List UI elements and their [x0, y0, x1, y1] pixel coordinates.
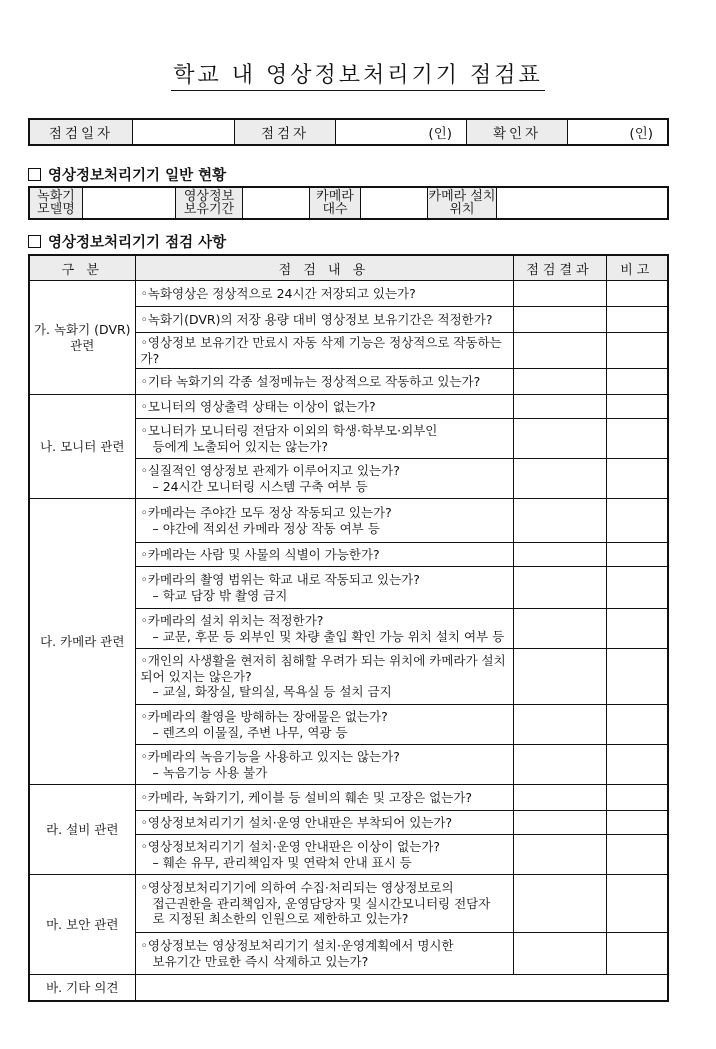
- check-item-line: ◦모니터가 모니터링 전담자 이외의 학생·학부모·외부인: [140, 423, 438, 438]
- recorder-model-label: 녹화기 모델명: [29, 187, 83, 219]
- check-item: [135, 419, 513, 459]
- square-bullet-icon: [28, 235, 41, 248]
- check-item-line: ◦실질적인 영상정보 관제가 이루어지고 있는가?: [140, 463, 400, 478]
- remarks-cell[interactable]: [606, 705, 668, 745]
- table-row: [29, 785, 668, 811]
- result-cell[interactable]: [513, 567, 606, 609]
- check-item-line: ◦녹화기(DVR)의 저장 용량 대비 영상정보 보유기간은 적정한가?: [140, 311, 493, 327]
- check-item: [135, 649, 513, 705]
- result-cell[interactable]: [513, 499, 606, 543]
- category-cell: 나. 모니터 관련: [29, 395, 135, 499]
- remarks-cell[interactable]: [606, 567, 668, 609]
- remarks-cell[interactable]: [606, 875, 668, 933]
- other-opinion-label: 바. 기타 의견: [29, 975, 135, 1001]
- result-cell[interactable]: [513, 459, 606, 499]
- check-item: [135, 705, 513, 745]
- table-row: [29, 499, 668, 543]
- result-cell[interactable]: [513, 281, 606, 307]
- confirmer-field[interactable]: (인): [568, 119, 669, 145]
- check-item-line: ◦영상정보 보유기간 만료시 자동 삭제 기능은 정상적으로 작동하는가?: [140, 335, 502, 366]
- check-item-line: 보유기간 만료한 즉시 삭제하고 있는가?: [152, 953, 369, 969]
- result-cell[interactable]: [513, 307, 606, 333]
- header-result: 점검결과: [513, 255, 606, 281]
- page-title: 학교 내 영상정보처리기기 점검표: [0, 58, 716, 89]
- check-item-line: – 훼손 유무, 관리책임자 및 연락처 안내 표시 등: [152, 854, 412, 870]
- inspector-label: 점검자: [235, 119, 336, 145]
- result-cell[interactable]: [513, 543, 606, 567]
- general-section-heading: 영상정보처리기기 일반 현황: [28, 164, 226, 185]
- check-item-line: – 24시간 모니터링 시스템 구축 여부 등: [152, 478, 368, 494]
- inspector-field[interactable]: (인): [336, 119, 467, 145]
- check-item-line: 접근권한을 관리책임자, 운영담당자 및 실시간모니터링 전담자: [152, 895, 491, 911]
- check-item-line: ◦영상정보처리기기에 의하여 수집·처리되는 영상정보로의: [140, 880, 454, 896]
- other-opinion-field[interactable]: [135, 975, 668, 1001]
- table-row: [29, 875, 668, 933]
- result-cell[interactable]: [513, 395, 606, 419]
- check-item-line: – 학교 담장 밖 촬영 금지: [152, 587, 288, 603]
- remarks-cell[interactable]: [606, 745, 668, 785]
- check-item: [135, 307, 513, 333]
- result-cell[interactable]: [513, 811, 606, 835]
- remarks-cell[interactable]: [606, 459, 668, 499]
- remarks-cell[interactable]: [606, 609, 668, 649]
- result-cell[interactable]: [513, 649, 606, 705]
- check-item: [135, 369, 513, 395]
- header-category: 구 분: [29, 255, 135, 281]
- camera-count-label: 카메라 대수: [310, 187, 361, 219]
- check-item: [135, 875, 513, 933]
- check-item-line: ◦카메라의 설치 위치는 적정한가?: [140, 613, 324, 628]
- check-item-line: ◦카메라의 촬영을 방해하는 장애물은 없는가?: [140, 709, 388, 724]
- check-item-line: ◦개인의 사생활을 현저히 침해할 우려가 되는 위치에 카메라가 설치되어 있지는 않은가?: [140, 653, 506, 684]
- remarks-cell[interactable]: [606, 369, 668, 395]
- header-remarks: 비고: [606, 255, 668, 281]
- check-item-line: ◦카메라의 녹음기능을 사용하고 있지는 않는가?: [140, 749, 400, 764]
- check-item-line: – 야간에 적외선 카메라 정상 작동 여부 등: [152, 520, 380, 536]
- remarks-cell[interactable]: [606, 933, 668, 975]
- check-item: [135, 785, 513, 811]
- category-cell: 다. 카메라 관련: [29, 499, 135, 785]
- inspection-info-table: [28, 118, 669, 146]
- result-cell[interactable]: [513, 705, 606, 745]
- result-cell[interactable]: [513, 835, 606, 875]
- result-cell[interactable]: [513, 609, 606, 649]
- category-cell: 마. 보안 관련: [29, 875, 135, 975]
- remarks-cell[interactable]: [606, 543, 668, 567]
- camera-location-label: 카메라 설치위치: [428, 189, 496, 217]
- category-cell: 가. 녹화기 (DVR) 관련: [29, 281, 135, 395]
- recorder-model-field[interactable]: [83, 187, 176, 219]
- check-item-line: ◦카메라, 녹화기기, 케이블 등 설비의 훼손 및 고장은 없는가?: [140, 789, 472, 805]
- check-item-line: ◦영상정보처리기기 설치·운영 안내판은 부착되어 있는가?: [140, 814, 453, 830]
- result-cell[interactable]: [513, 419, 606, 459]
- check-item: [135, 609, 513, 649]
- category-cell: 라. 설비 관련: [29, 785, 135, 875]
- camera-count-field[interactable]: [361, 187, 428, 219]
- check-item: [135, 811, 513, 835]
- check-section-heading: 영상정보처리기기 점검 사항: [28, 231, 226, 252]
- check-item: [135, 543, 513, 567]
- check-item: [135, 745, 513, 785]
- remarks-cell[interactable]: [606, 811, 668, 835]
- check-item-line: – 렌즈의 이물질, 주변 나무, 역광 등: [152, 724, 348, 740]
- remarks-cell[interactable]: [606, 419, 668, 459]
- check-item-line: ◦녹화영상은 정상적으로 24시간 저장되고 있는가?: [140, 285, 416, 301]
- check-item-line: ◦영상정보처리기기 설치·운영 안내판은 이상이 없는가?: [140, 839, 441, 854]
- remarks-cell[interactable]: [606, 395, 668, 419]
- check-item: [135, 567, 513, 609]
- check-item: [135, 835, 513, 875]
- check-item-line: ◦카메라의 촬영 범위는 학교 내로 작동되고 있는가?: [140, 572, 420, 587]
- check-item-line: ◦영상정보는 영상정보처리기기 설치·운영계획에서 명시한: [140, 938, 454, 953]
- remarks-cell[interactable]: [606, 835, 668, 875]
- general-status-table: [28, 186, 669, 220]
- check-item: [135, 395, 513, 419]
- remarks-cell[interactable]: [606, 785, 668, 811]
- table-row: [29, 975, 668, 1001]
- check-item-line: 로 지정된 최소한의 인원으로 제한하고 있는가?: [152, 911, 409, 927]
- check-item-line: ◦카메라는 주야간 모두 정상 작동되고 있는가?: [140, 505, 392, 520]
- check-item-line: ◦기타 녹화기의 각종 설정메뉴는 정상적으로 작동하고 있는가?: [140, 373, 481, 389]
- check-item-line: 등에게 노출되어 있지는 않는가?: [152, 438, 329, 454]
- result-cell[interactable]: [513, 745, 606, 785]
- remarks-cell[interactable]: [606, 649, 668, 705]
- confirmer-label: 확인자: [467, 119, 568, 145]
- camera-location-field[interactable]: [497, 187, 669, 219]
- check-item: [135, 333, 513, 369]
- square-bullet-icon: [28, 168, 41, 181]
- date-label: 점검일자: [29, 119, 133, 145]
- check-item: [135, 499, 513, 543]
- result-cell[interactable]: [513, 785, 606, 811]
- checklist-table: [28, 254, 669, 1002]
- table-row: [29, 281, 668, 307]
- remarks-cell[interactable]: [606, 307, 668, 333]
- check-item-line: ◦모니터의 영상출력 상태는 이상이 없는가?: [140, 398, 376, 414]
- check-item: [135, 459, 513, 499]
- header-content: 점 검 내 용: [135, 255, 513, 281]
- check-item-line: – 교실, 화장실, 탈의실, 목욕실 등 설치 금지: [152, 684, 392, 700]
- retention-period-field[interactable]: [243, 187, 310, 219]
- check-item: [135, 933, 513, 975]
- result-cell[interactable]: [513, 369, 606, 395]
- result-cell[interactable]: [513, 933, 606, 975]
- remarks-cell[interactable]: [606, 499, 668, 543]
- check-item-line: – 녹음기능 사용 불가: [152, 764, 268, 780]
- check-item-line: ◦카메라는 사람 및 사물의 식별이 가능한가?: [140, 546, 380, 562]
- date-field[interactable]: [133, 119, 235, 145]
- remarks-cell[interactable]: [606, 333, 668, 369]
- retention-period-label: 영상정보 보유기간: [176, 187, 243, 219]
- result-cell[interactable]: [513, 875, 606, 933]
- table-row: [29, 395, 668, 419]
- check-item-line: – 교문, 후문 등 외부인 및 차량 출입 확인 가능 위치 설치 여부 등: [152, 628, 505, 644]
- result-cell[interactable]: [513, 333, 606, 369]
- remarks-cell[interactable]: [606, 281, 668, 307]
- check-item: [135, 281, 513, 307]
